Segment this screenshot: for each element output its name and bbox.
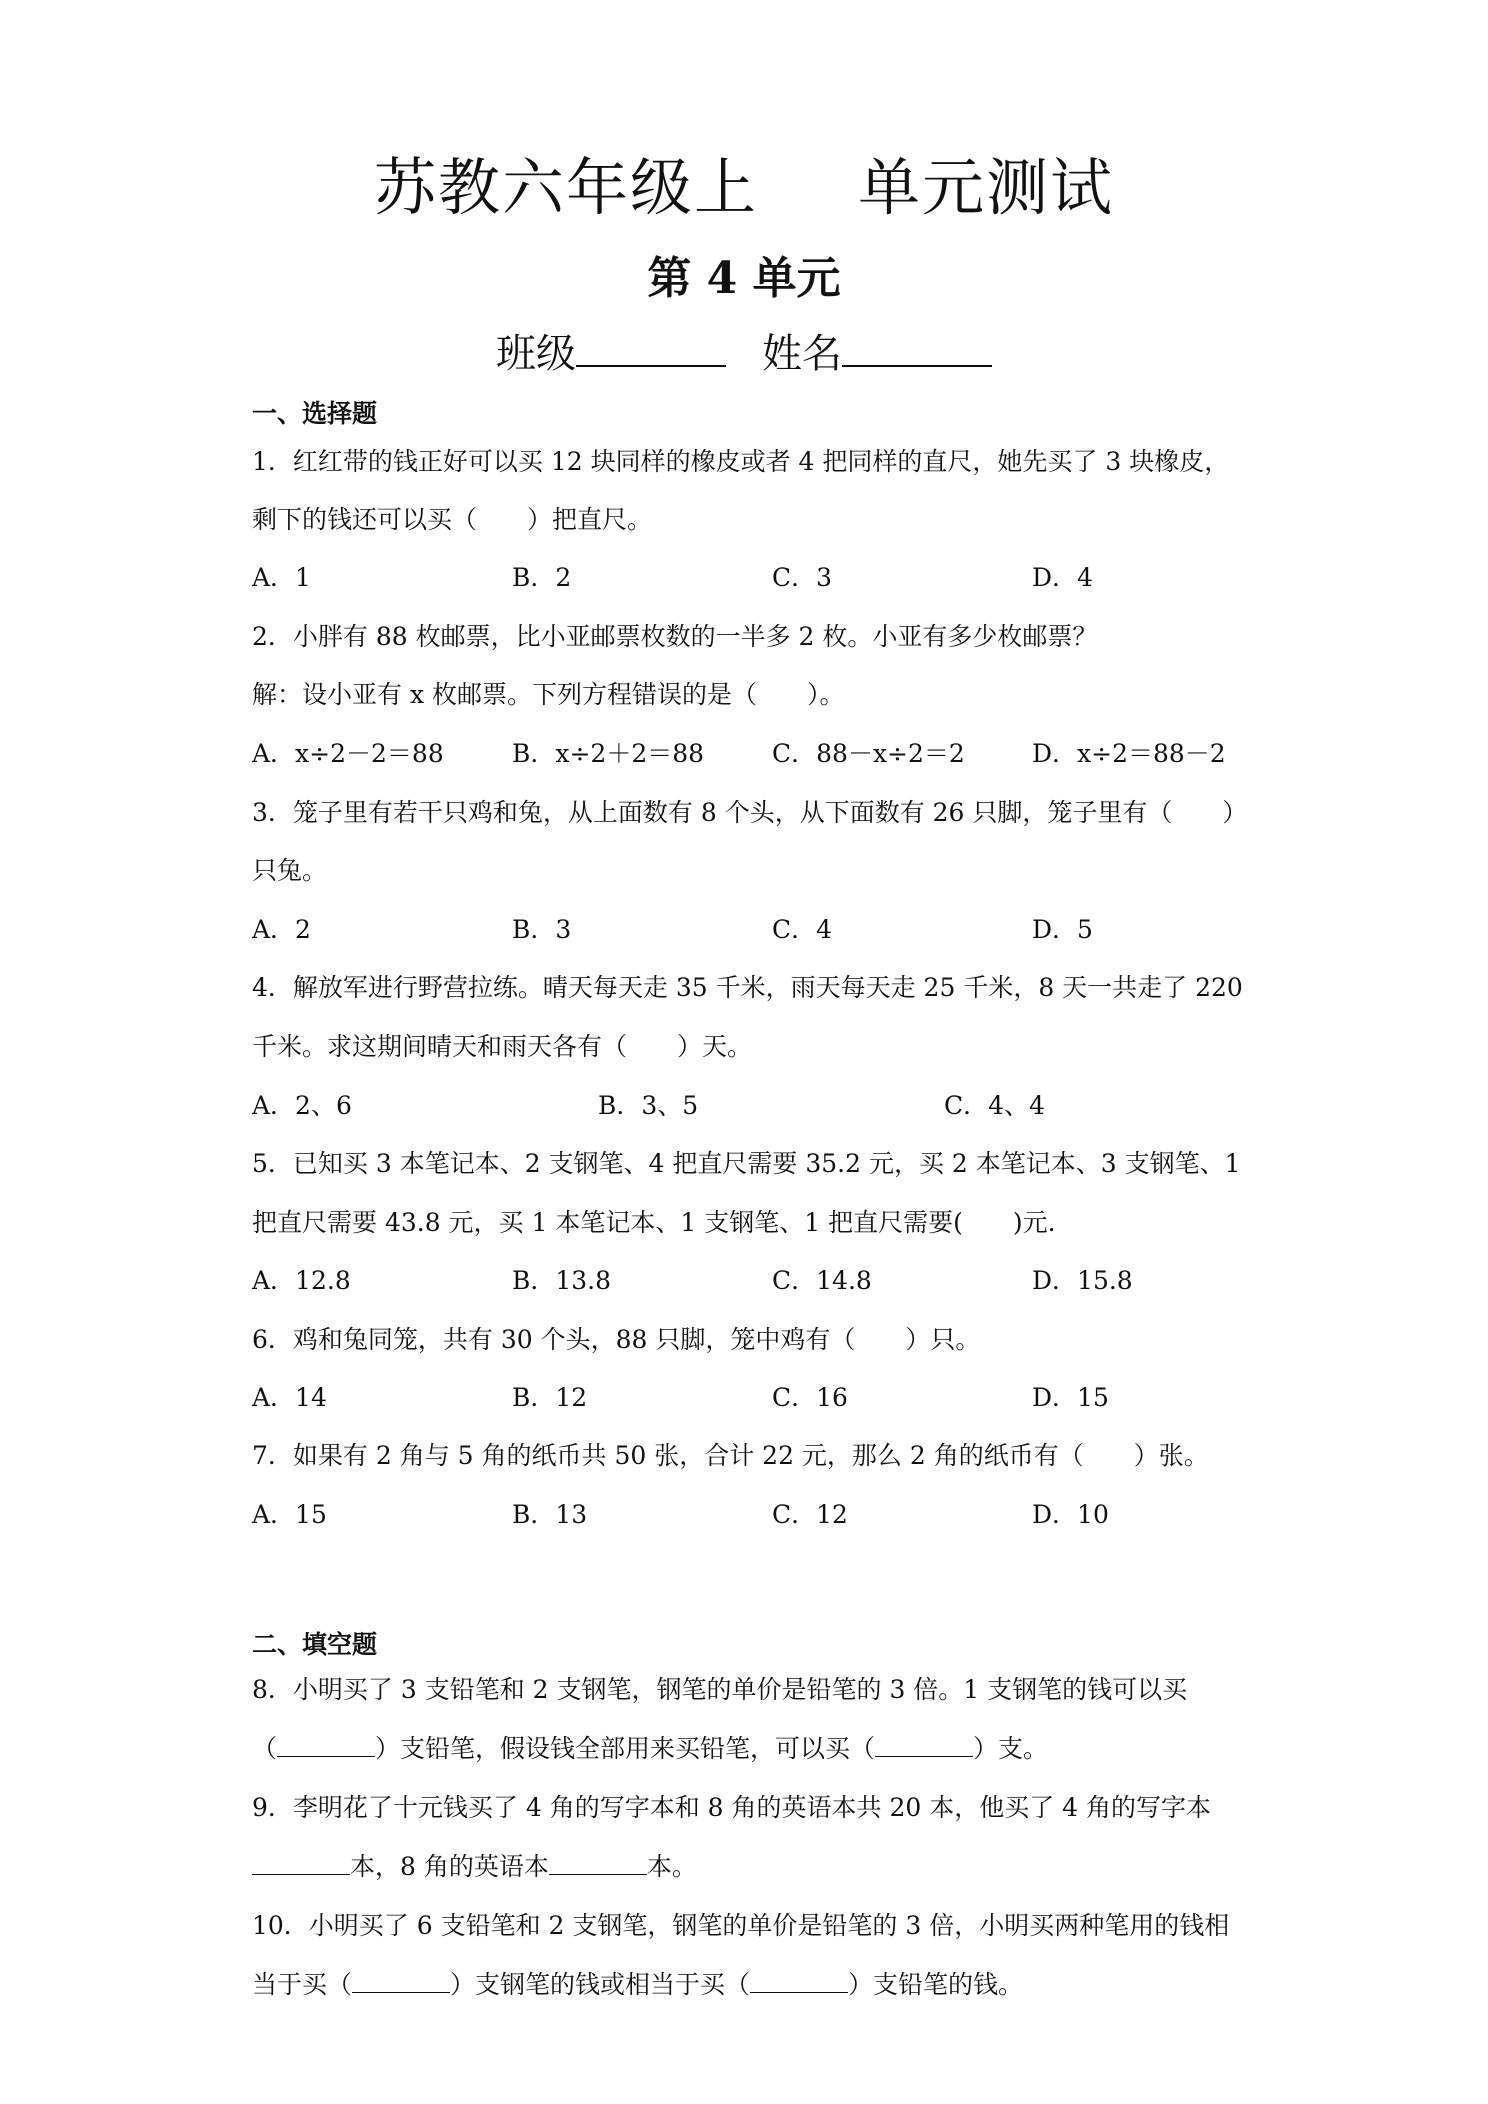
option-c[interactable]: C．4、4 <box>944 1091 1045 1120</box>
answer-blank[interactable] <box>549 1850 647 1875</box>
question-1-options <box>252 558 1252 592</box>
name-label: 姓名 <box>762 331 842 377</box>
title-right: 单元测试 <box>858 151 1115 224</box>
unit-subtitle: 第 4 单元 <box>647 253 841 304</box>
question-2-line-1: 2．小胖有 88 枚邮票，比小亚邮票枚数的一半多 2 枚。小亚有多少枚邮票？ <box>252 622 1098 651</box>
q9-text-b: 本。 <box>646 1852 697 1881</box>
question-10-line-1: 10．小明买了 6 支铅笔和 2 支钢笔，钢笔的单价是铅笔的 3 倍，小明买两种笔用的钱相 <box>252 1911 1230 1940</box>
option-a[interactable]: A．2 <box>252 915 311 944</box>
option-a[interactable]: A．1 <box>252 563 311 592</box>
section-heading-choice: 一、选择题 <box>252 399 378 428</box>
question-1-line-1: 1．红红带的钱正好可以买 12 块同样的橡皮或者 4 把同样的直尺，她先买了 3 块橡皮， <box>252 447 1230 476</box>
title-left: 苏教六年级上 <box>373 151 758 224</box>
answer-blank[interactable] <box>875 1732 973 1757</box>
question-9-line-1: 9．李明花了十元钱买了 4 角的写字本和 8 角的英语本共 20 本，他买了 4 角的写字本 <box>252 1793 1212 1822</box>
option-a[interactable]: A．x÷2－2＝88 <box>252 739 444 768</box>
question-2-options <box>252 734 1252 768</box>
option-b[interactable]: B．3、5 <box>598 1091 699 1120</box>
question-6-options <box>252 1378 1252 1412</box>
answer-blank[interactable] <box>277 1732 375 1757</box>
option-b[interactable]: B．3 <box>512 915 572 944</box>
question-1-line-2: 剩下的钱还可以买（ ）把直尺。 <box>252 505 653 534</box>
question-3-line-1: 3．笼子里有若干只鸡和兔，从上面数有 8 个头，从下面数有 26 只脚，笼子里有（ ） <box>252 798 1248 827</box>
question-3-line-2: 只兔。 <box>252 856 328 885</box>
option-d[interactable]: D．5 <box>1032 915 1093 944</box>
option-c[interactable]: C．4 <box>772 915 833 944</box>
option-a[interactable]: A．15 <box>252 1500 327 1529</box>
question-4-options <box>252 1086 1252 1120</box>
option-c[interactable]: C．12 <box>772 1500 848 1529</box>
option-d[interactable]: D．10 <box>1032 1500 1109 1529</box>
question-5-line-1: 5．已知买 3 本笔记本、2 支钢笔、4 把直尺需要 35.2 元，买 2 本笔记本、3 支钢笔、1 <box>252 1149 1241 1178</box>
q8-text-c: ）支。 <box>973 1734 1049 1763</box>
answer-blank[interactable] <box>352 1968 450 1993</box>
question-6-line-1: 6．鸡和兔同笼，共有 30 个头，88 只脚，笼中鸡有（ ）只。 <box>252 1325 981 1354</box>
question-5-line-2: 把直尺需要 43.8 元，买 1 本笔记本、1 支钢笔、1 把直尺需要( )元. <box>252 1208 1056 1237</box>
section-heading-fill: 二、填空题 <box>252 1630 378 1659</box>
class-blank[interactable] <box>576 329 726 367</box>
option-c[interactable]: C．16 <box>772 1383 848 1412</box>
question-9-line-2 <box>252 1847 697 1883</box>
option-b[interactable]: B．x÷2＋2＝88 <box>512 739 705 768</box>
option-b[interactable]: B．13.8 <box>512 1266 612 1295</box>
question-7-line-1: 7．如果有 2 角与 5 角的纸币共 50 张，合计 22 元，那么 2 角的纸币有（ ）张。 <box>252 1441 1209 1470</box>
class-label: 班级 <box>496 331 576 377</box>
option-b[interactable]: B．13 <box>512 1500 588 1529</box>
option-c[interactable]: C．3 <box>772 563 833 592</box>
question-2-line-2: 解：设小亚有 x 枚邮票。下列方程错误的是（ ）。 <box>252 680 845 709</box>
page-title <box>0 138 1488 227</box>
answer-blank[interactable] <box>750 1968 848 1993</box>
question-10-line-2 <box>252 1965 1023 2001</box>
option-b[interactable]: B．12 <box>512 1383 588 1412</box>
question-7-options <box>252 1495 1252 1529</box>
question-3-options <box>252 910 1252 944</box>
option-c[interactable]: C．14.8 <box>772 1266 872 1295</box>
option-d[interactable]: D．x÷2＝88－2 <box>1032 739 1226 768</box>
question-4-line-2: 千米。求这期间晴天和雨天各有（ ）天。 <box>252 1032 753 1061</box>
option-a[interactable]: A．14 <box>252 1383 327 1412</box>
q10-text-c: ）支铅笔的钱。 <box>848 1970 1024 1999</box>
q8-text-a: （ <box>252 1734 278 1763</box>
option-c[interactable]: C．88－x÷2＝2 <box>772 739 965 768</box>
option-d[interactable]: D．15 <box>1032 1383 1109 1412</box>
q10-text-b: ）支钢笔的钱或相当于买（ <box>450 1970 751 1999</box>
q8-text-b: ）支铅笔，假设钱全部用来买铅笔，可以买（ <box>375 1734 876 1763</box>
question-4-line-1: 4．解放军进行野营拉练。晴天每天走 35 千米，雨天每天走 25 千米，8 天一共走了 220 <box>252 973 1243 1002</box>
q10-text-a: 当于买（ <box>252 1970 353 1999</box>
option-d[interactable]: D．4 <box>1032 563 1093 592</box>
option-a[interactable]: A．12.8 <box>252 1266 351 1295</box>
question-5-options <box>252 1261 1252 1295</box>
option-b[interactable]: B．2 <box>512 563 572 592</box>
q9-text-a: 本，8 角的英语本 <box>350 1852 549 1881</box>
name-blank[interactable] <box>842 329 992 367</box>
option-d[interactable]: D．15.8 <box>1032 1266 1133 1295</box>
answer-blank[interactable] <box>252 1850 350 1875</box>
class-name-line <box>0 322 1488 379</box>
question-8-line-1: 8．小明买了 3 支铅笔和 2 支钢笔，钢笔的单价是铅笔的 3 倍。1 支钢笔的钱可以买 <box>252 1675 1188 1704</box>
question-8-line-2 <box>252 1729 1048 1765</box>
option-a[interactable]: A．2、6 <box>252 1091 352 1120</box>
